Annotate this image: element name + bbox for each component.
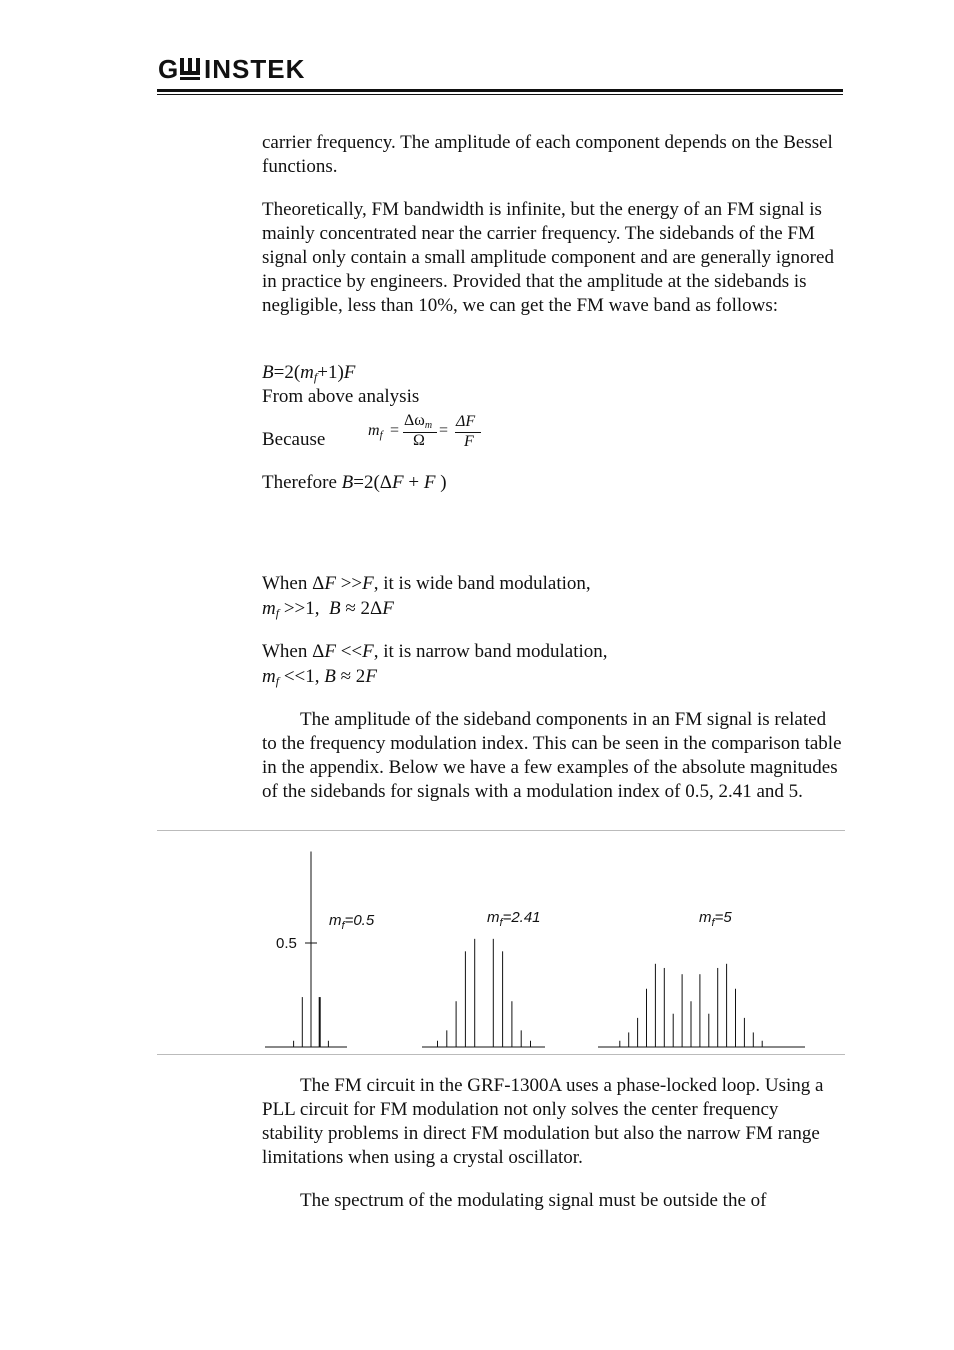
spectrum-2-title: $m_f=2.41$ <box>487 909 541 929</box>
paragraph-spectrum: The spectrum of the modulating signal must be outside the of <box>300 1190 767 1211</box>
spectrum-1-ytick-label: 0.5 <box>276 935 297 952</box>
svg-text:G: G <box>158 54 180 84</box>
narrow-band-formula: $m_f <<1$, B ≈ 2F <box>262 666 377 688</box>
figure-bottom-rule <box>157 1054 845 1055</box>
header-rule-thin <box>157 94 843 95</box>
narrow-band-text: When ΔF <<F, it is narrow band modulation, <box>262 641 608 662</box>
wide-band-text: When ΔF >>F, it is wide band modulation, <box>262 573 591 594</box>
because-text: Because <box>262 429 326 450</box>
header-rule <box>157 89 843 92</box>
formula-modulation-index: $m_f$ = $\Delta\omega_m$ Ω = ΔF F <box>368 412 488 452</box>
spectrum-1-title: $m_f=0.5$ <box>329 912 375 932</box>
paragraph-fm-bandwidth: Theoretically, FM bandwidth is infinite, but the energy of an FM signal is mainly concentrated near the carrier frequency. The sidebands of the FM signal only contain a small amplitude component and are generally ignored in practice by engineers. Provided that the amplitude at the sidebands is negligible, less than 10%, we can get the FM wave band as follows: <box>262 199 834 316</box>
sideband-spectrum-figure <box>157 831 845 1054</box>
from-above-text: From above analysis <box>262 386 420 407</box>
spectrum-3-title: $m_f=5$ <box>699 909 732 929</box>
wide-band-formula: $m_f >>1$, B ≈ 2ΔF <box>262 598 394 620</box>
svg-text:INSTEK: INSTEK <box>204 54 306 84</box>
formula-therefore: Therefore B=2(ΔF + F ) <box>262 472 447 493</box>
paragraph-sideband-amplitude: The amplitude of the sideband components in an FM signal is related to the frequency modulation index. This can be seen in the comparison table in the appendix. Below we have a few examples of the absolute magnitudes of the sidebands for signals with a modulation index of 0.5, 2.41 and 5. <box>262 709 842 802</box>
paragraph-pll: The FM circuit in the GRF-1300A uses a phase-locked loop. Using a PLL circuit for FM modulation not only solves the center frequency stability problems in direct FM modulation but also the narrow FM range limitations when using a crystal oscillator. <box>262 1075 824 1168</box>
paragraph-bessel: carrier frequency. The amplitude of each component depends on the Bessel functions. <box>262 132 833 177</box>
formula-bandwidth: $B=2(m_f+1)F$ <box>262 362 356 384</box>
gw-instek-logo <box>158 54 328 86</box>
